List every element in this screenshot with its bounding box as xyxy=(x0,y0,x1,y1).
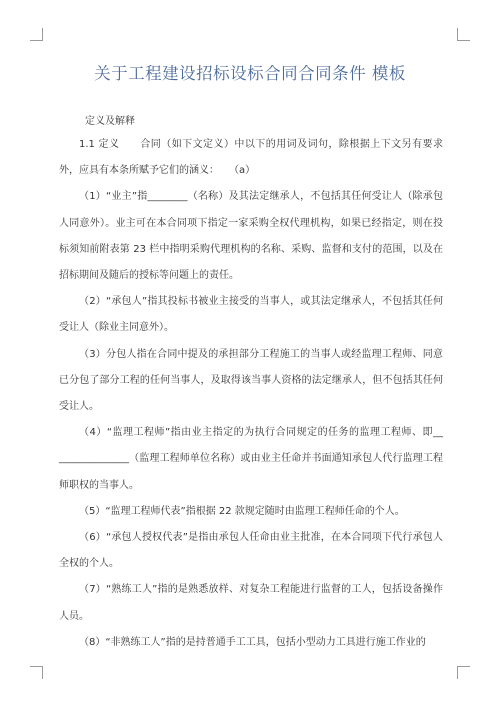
crop-mark-bottom-left xyxy=(30,666,43,679)
paragraph-owner: （1）“业主”指________（名称）及其法定继承人，不包括其任何受让人（除承包人同意外）。业主可在本合同项下指定一家采购全权代理机构，如果已经指定，则在投标须知前附表第 23 栏中指明采购代理机构的名称、采购、监督和支付的范围，以及在招标期间及随后的授标等问题上的责任。 xyxy=(59,191,443,282)
paragraph-contractor-representative: （6）“承包人授权代表”是指由承包人任命由业主批准，在本合同项下代行承包人全权的个人。 xyxy=(59,532,443,570)
paragraph-subcontractor: （3）分包人指在合同中提及的承担部分工程施工的当事人或经监理工程师、同意已分包了部分工程的任何当事人，及取得该当事人资格的法定继承人，但不包括其任何受让人。 xyxy=(59,348,443,413)
paragraph-definition-intro: 1.1 定义 合同（如下文定义）中以下的用词及词句，除根据上下文另有要求外，应具有本条所赋予它们的涵义： （a） xyxy=(59,139,443,177)
crop-mark-bottom-right xyxy=(457,666,470,679)
paragraph-contractor: （2）“承包人”指其投标书被业主接受的当事人，或其法定继承人，不包括其任何受让人（除业主同意外）。 xyxy=(59,296,443,334)
document-body xyxy=(59,132,443,656)
paragraph-unskilled-worker: （8）“非熟练工人”指的是持普通手工工具，包括小型动力工具进行施工作业的 xyxy=(79,636,426,648)
crop-mark-top-left xyxy=(30,28,43,41)
paragraph-supervising-engineer: （4）“监理工程师”指由业主指定的为执行合同规定的任务的监理工程师、即__ ______________（监理工程师单位名称）或由业主任命并书面通知承包人代行监理工程师职权的当事人。 xyxy=(59,427,443,491)
paragraph-skilled-worker: （7）“熟练工人”指的是熟悉放样、对复杂工程能进行监督的工人，包括设备操作人员。 xyxy=(59,584,443,622)
document-title: 关于工程建设招标设标合同合同条件 模板 xyxy=(94,64,406,83)
section-heading: 定义及解释 xyxy=(85,116,135,127)
paragraph-engineer-representative: （5）“监理工程师代表”指根据 22 款规定随时由监理工程师任命的个人。 xyxy=(79,505,405,517)
crop-mark-top-right xyxy=(457,28,470,41)
